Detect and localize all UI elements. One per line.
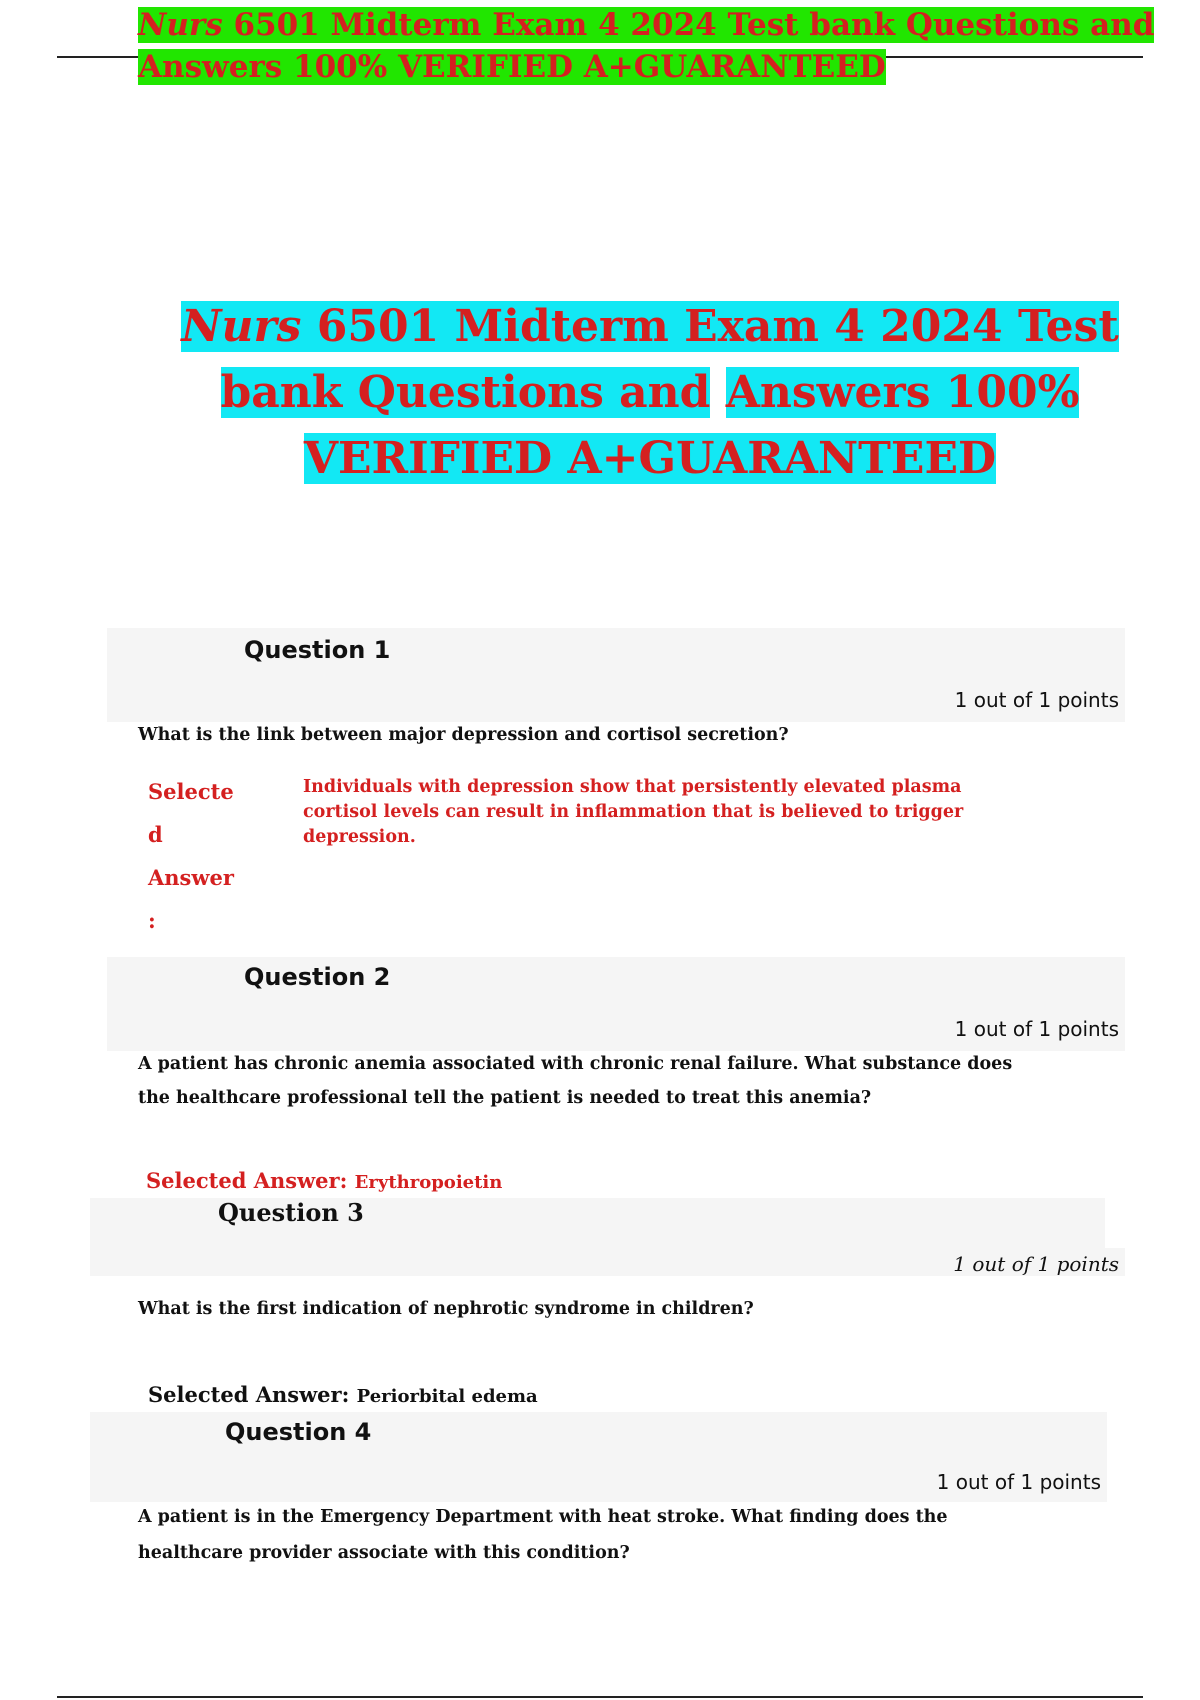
question-1-answer-label [148,770,268,942]
doc-title-line2a: bank Questions and [220,367,711,418]
question-1-header [107,628,1125,722]
question-2-header [107,957,1125,1051]
answer-label-line: d [148,822,163,847]
running-header-title [138,4,1158,88]
answer-label: Selected Answer: [148,1382,350,1407]
answer-value: Erythropoietin [354,1172,503,1193]
question-4-text: A patient is in the Emergency Department with heat stroke. What finding does the healthcare provider associate with this condition? [138,1507,948,1563]
doc-title-italic: Nurs [181,301,302,352]
question-3-points: 1 out of 1 points [953,1252,1119,1276]
question-2-answer [146,1168,502,1193]
question-2-text: A patient has chronic anemia associated with chronic renal failure. What substance does the healthcare professional tell the patient is needed to treat this anemia? [138,1054,1013,1108]
document-title [180,294,1120,492]
footer-rule [57,1696,1143,1698]
question-4-header [90,1412,1107,1502]
answer-value: Periorbital edema [356,1386,538,1407]
question-4-points: 1 out of 1 points [936,1470,1101,1494]
answer-label: Selected Answer: [146,1168,348,1193]
doc-title-line3: VERIFIED A+GUARANTEED [303,433,997,484]
header-title-italic: Nurs [138,7,223,43]
header-title-rest: 6501 Midterm Exam 4 2024 Test bank Questions and Answers 100% VERIFIED A+GUARANTEED [138,7,1155,85]
question-3-text: What is the first indication of nephrotic syndrome in children? [138,1299,754,1319]
question-3-answer [148,1382,538,1407]
question-3-points-bar [138,1248,1125,1276]
doc-title-line1: 6501 Midterm Exam 4 2024 Test [301,301,1119,352]
answer-label-line: Selecte [148,779,234,804]
doc-title-line2b: Answers 100% [725,367,1080,418]
answer-label-line: : [148,908,156,933]
question-1-label: Question 1 [244,636,391,664]
question-3-label: Question 3 [218,1198,364,1227]
question-2-label: Question 2 [244,963,391,991]
answer-label-line: Answer [148,865,234,890]
question-4-label: Question 4 [225,1418,372,1446]
question-1-points: 1 out of 1 points [954,688,1119,712]
question-1-text: What is the link between major depression and cortisol secretion? [138,725,789,745]
question-2-points: 1 out of 1 points [954,1017,1119,1041]
question-1-selected-answer: Individuals with depression show that persistently elevated plasma cortisol levels can result in inflammation that is believed to trigger depression. [303,777,964,847]
